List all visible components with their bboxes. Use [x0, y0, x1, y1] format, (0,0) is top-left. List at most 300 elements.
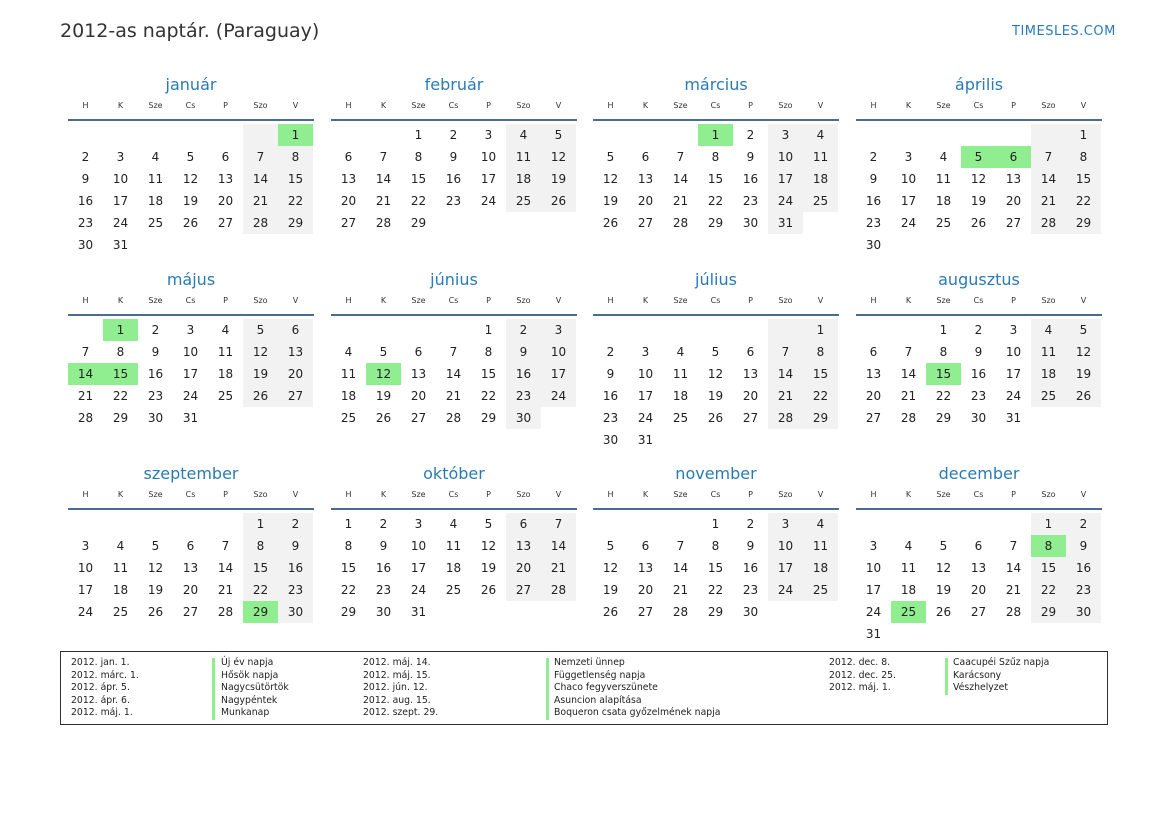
legend-date: 2012. aug. 15.	[363, 694, 431, 706]
day-cell: 9	[746, 150, 755, 164]
day-cell: 30	[602, 433, 619, 447]
day-cell: 12	[182, 172, 199, 186]
weekday-header	[856, 294, 1102, 314]
day-cell: 17	[900, 194, 917, 208]
day-cell: 16	[742, 561, 759, 575]
day-cell: 15	[410, 172, 427, 186]
legend-bar-3	[945, 658, 948, 695]
weekday-label: P	[486, 296, 491, 305]
day-cell: 25	[1031, 385, 1066, 407]
day-grid	[331, 121, 576, 234]
day-cell: 21	[375, 194, 392, 208]
day-cell: 7	[243, 146, 278, 168]
legend-holiday-name: Asuncion alapítása	[554, 694, 642, 706]
day-cell: 10	[900, 172, 917, 186]
day-cell: 26	[1066, 385, 1101, 407]
month-name: április	[954, 75, 1004, 94]
empty-cell	[1031, 124, 1066, 146]
weekday-label: Cs	[710, 101, 721, 110]
legend-holiday-name: Függetlenség napja	[554, 669, 646, 681]
holiday-day-cell: 15	[926, 363, 961, 385]
day-cell: 24	[541, 385, 576, 407]
day-cell: 28	[672, 605, 689, 619]
empty-cell	[138, 234, 173, 256]
day-cell: 4	[803, 513, 838, 535]
weekday-label: Szo	[253, 296, 268, 305]
empty-cell	[926, 623, 961, 645]
day-cell: 29	[278, 212, 313, 234]
day-cell: 20	[865, 389, 882, 403]
weekday-label: P	[748, 296, 753, 305]
empty-cell	[663, 513, 698, 535]
day-grid	[331, 510, 576, 623]
day-cell: 27	[278, 385, 313, 407]
day-grid	[593, 316, 838, 451]
day-cell: 18	[340, 389, 357, 403]
weekday-label: H	[345, 296, 352, 305]
day-cell: 8	[1066, 146, 1101, 168]
day-cell: 6	[278, 319, 313, 341]
day-cell: 28	[217, 605, 234, 619]
day-cell: 31	[112, 238, 129, 252]
month-6	[331, 269, 577, 429]
day-cell: 22	[243, 579, 278, 601]
holiday-day-cell: 25	[891, 601, 926, 623]
month-name: május	[166, 270, 216, 289]
day-cell: 1	[1031, 513, 1066, 535]
day-cell: 17	[768, 557, 803, 579]
month-name: szeptember	[143, 464, 239, 483]
day-cell: 24	[480, 194, 497, 208]
empty-cell	[961, 124, 996, 146]
day-grid	[68, 121, 313, 256]
legend-names-col-3	[953, 657, 1049, 695]
day-cell: 4	[221, 323, 230, 337]
weekday-header	[331, 99, 577, 119]
day-cell: 18	[900, 583, 917, 597]
legend-dates-col-1	[71, 657, 139, 720]
empty-cell	[243, 124, 278, 146]
day-cell: 22	[340, 583, 357, 597]
day-cell: 27	[742, 411, 759, 425]
day-cell: 23	[445, 194, 462, 208]
day-cell: 17	[1005, 367, 1022, 381]
day-cell: 4	[506, 124, 541, 146]
legend-date: 2012. máj. 15.	[363, 669, 431, 681]
day-cell: 24	[637, 411, 654, 425]
day-cell: 12	[243, 341, 278, 363]
day-cell: 31	[1005, 411, 1022, 425]
weekday-label: H	[607, 101, 614, 110]
legend-holiday-name: Chaco fegyverszünete	[554, 682, 658, 694]
day-cell: 22	[707, 583, 724, 597]
day-cell: 17	[480, 172, 497, 186]
day-cell: 1	[803, 319, 838, 341]
day-cell: 2	[81, 150, 90, 164]
weekday-label: P	[748, 490, 753, 499]
day-cell: 11	[935, 172, 952, 186]
day-cell: 5	[606, 150, 615, 164]
day-cell: 2	[1066, 513, 1101, 535]
day-cell: 9	[606, 367, 615, 381]
day-cell: 8	[484, 345, 493, 359]
day-cell: 10	[768, 146, 803, 168]
day-cell: 27	[637, 605, 654, 619]
day-cell: 13	[506, 535, 541, 557]
day-cell: 27	[340, 216, 357, 230]
empty-cell	[593, 513, 628, 535]
day-cell: 21	[900, 389, 917, 403]
day-cell: 30	[1066, 601, 1101, 623]
day-cell: 10	[768, 535, 803, 557]
weekday-header	[331, 488, 577, 508]
day-grid	[856, 121, 1101, 256]
day-cell: 16	[1066, 557, 1101, 579]
legend-holiday-name: Boqueron csata győzelmének napja	[554, 707, 721, 719]
day-cell: 10	[637, 367, 654, 381]
day-cell: 30	[742, 605, 759, 619]
legend-bar-1	[212, 658, 215, 720]
day-cell: 8	[803, 341, 838, 363]
empty-cell	[961, 513, 996, 535]
weekday-label: V	[817, 296, 824, 305]
day-cell: 4	[1031, 319, 1066, 341]
day-cell: 16	[742, 172, 759, 186]
day-cell: 13	[742, 367, 759, 381]
day-cell: 30	[147, 411, 164, 425]
day-cell: 14	[672, 172, 689, 186]
empty-cell	[1066, 234, 1101, 256]
day-grid	[856, 510, 1101, 645]
weekday-label: Szo	[516, 490, 531, 499]
day-cell: 5	[1066, 319, 1101, 341]
weekday-header	[68, 99, 314, 119]
weekday-label: Cs	[185, 296, 196, 305]
day-cell: 22	[480, 389, 497, 403]
day-cell: 1	[484, 323, 493, 337]
day-cell: 30	[375, 605, 392, 619]
weekday-label: Cs	[973, 490, 984, 499]
day-cell: 22	[935, 389, 952, 403]
day-cell: 17	[541, 363, 576, 385]
day-cell: 2	[506, 319, 541, 341]
day-cell: 9	[151, 345, 160, 359]
day-cell: 29	[803, 407, 838, 429]
day-cell: 6	[641, 150, 650, 164]
legend-date: 2012. máj. 1.	[71, 707, 133, 719]
weekday-label: H	[345, 101, 352, 110]
day-cell: 16	[375, 561, 392, 575]
day-cell: 7	[81, 345, 90, 359]
weekday-label: Sze	[936, 101, 951, 110]
day-cell: 21	[1031, 190, 1066, 212]
day-cell: 1	[344, 517, 353, 531]
empty-cell	[138, 124, 173, 146]
day-cell: 19	[375, 389, 392, 403]
weekday-label: K	[642, 490, 649, 499]
empty-cell	[593, 124, 628, 146]
day-cell: 17	[865, 583, 882, 597]
holiday-day-cell: 1	[103, 319, 138, 341]
day-cell: 13	[1005, 172, 1022, 186]
day-cell: 13	[410, 367, 427, 381]
weekday-label: V	[292, 296, 299, 305]
day-cell: 9	[974, 345, 983, 359]
day-cell: 14	[672, 561, 689, 575]
day-cell: 27	[182, 605, 199, 619]
day-cell: 10	[541, 341, 576, 363]
empty-cell	[541, 212, 576, 234]
day-cell: 16	[865, 194, 882, 208]
day-cell: 3	[869, 539, 878, 553]
day-grid	[68, 316, 313, 429]
holiday-legend	[60, 651, 1108, 725]
day-cell: 15	[243, 557, 278, 579]
day-cell: 6	[869, 345, 878, 359]
empty-cell	[803, 601, 838, 623]
holiday-day-cell: 6	[996, 146, 1031, 168]
empty-cell	[768, 429, 803, 451]
weekday-label: Cs	[448, 296, 459, 305]
empty-cell	[138, 513, 173, 535]
empty-cell	[1066, 623, 1101, 645]
day-cell: 27	[865, 411, 882, 425]
weekday-label: Sze	[148, 101, 163, 110]
day-cell: 28	[243, 212, 278, 234]
day-cell: 20	[742, 389, 759, 403]
weekday-label: Szo	[1041, 490, 1056, 499]
weekday-label: Sze	[936, 296, 951, 305]
day-cell: 6	[414, 345, 423, 359]
day-cell: 29	[707, 216, 724, 230]
day-cell: 23	[147, 389, 164, 403]
weekday-label: P	[1011, 296, 1016, 305]
empty-cell	[1066, 407, 1101, 429]
day-cell: 25	[935, 216, 952, 230]
day-cell: 18	[803, 557, 838, 579]
day-cell: 19	[480, 561, 497, 575]
empty-cell	[506, 601, 541, 623]
day-cell: 17	[637, 389, 654, 403]
day-cell: 25	[803, 190, 838, 212]
day-cell: 9	[1066, 535, 1101, 557]
day-cell: 15	[480, 367, 497, 381]
weekday-label: H	[82, 490, 89, 499]
day-cell: 27	[1005, 216, 1022, 230]
month-2	[331, 74, 577, 234]
weekday-label: V	[1080, 101, 1087, 110]
day-cell: 17	[182, 367, 199, 381]
day-cell: 25	[340, 411, 357, 425]
day-cell: 31	[768, 212, 803, 234]
day-grid	[856, 316, 1101, 429]
day-cell: 4	[904, 539, 913, 553]
empty-cell	[733, 429, 768, 451]
day-cell: 3	[904, 150, 913, 164]
day-cell: 15	[278, 168, 313, 190]
brand-link[interactable]: TIMESLES.COM	[1012, 24, 1116, 39]
day-cell: 15	[707, 561, 724, 575]
empty-cell	[663, 124, 698, 146]
legend-holiday-name: Caacupéi Szűz napja	[953, 657, 1050, 668]
empty-cell	[471, 601, 506, 623]
day-cell: 25	[672, 411, 689, 425]
weekday-header	[68, 488, 314, 508]
day-cell: 19	[1066, 363, 1101, 385]
day-cell: 1	[414, 128, 423, 142]
month-name: január	[165, 75, 217, 94]
empty-cell	[593, 319, 628, 341]
empty-cell	[541, 601, 576, 623]
weekday-label: V	[292, 101, 299, 110]
weekday-label: H	[82, 101, 89, 110]
empty-cell	[103, 513, 138, 535]
day-cell: 18	[147, 194, 164, 208]
weekday-label: P	[748, 101, 753, 110]
day-cell: 18	[1031, 363, 1066, 385]
day-cell: 18	[112, 583, 129, 597]
empty-cell	[401, 319, 436, 341]
day-grid	[331, 316, 576, 429]
weekday-header	[856, 99, 1102, 119]
weekday-label: V	[292, 490, 299, 499]
day-cell: 12	[935, 561, 952, 575]
day-cell: 29	[340, 605, 357, 619]
day-cell: 19	[970, 194, 987, 208]
day-cell: 6	[641, 539, 650, 553]
day-cell: 21	[445, 389, 462, 403]
day-cell: 13	[278, 341, 313, 363]
day-cell: 2	[606, 345, 615, 359]
empty-cell	[891, 234, 926, 256]
day-cell: 6	[221, 150, 230, 164]
day-cell: 6	[506, 513, 541, 535]
day-cell: 4	[803, 124, 838, 146]
day-cell: 20	[637, 583, 654, 597]
day-cell: 5	[186, 150, 195, 164]
empty-cell	[856, 513, 891, 535]
weekday-label: Szo	[253, 101, 268, 110]
day-cell: 19	[707, 389, 724, 403]
day-cell: 27	[410, 411, 427, 425]
day-cell: 8	[711, 150, 720, 164]
day-cell: 1	[939, 323, 948, 337]
day-cell: 20	[1005, 194, 1022, 208]
day-cell: 9	[379, 539, 388, 553]
day-cell: 29	[935, 411, 952, 425]
weekday-label: H	[82, 296, 89, 305]
day-cell: 28	[445, 411, 462, 425]
day-cell: 22	[112, 389, 129, 403]
day-cell: 11	[900, 561, 917, 575]
weekday-label: Cs	[973, 101, 984, 110]
empty-cell	[506, 212, 541, 234]
day-cell: 23	[1066, 579, 1101, 601]
day-cell: 9	[869, 172, 878, 186]
empty-cell	[103, 124, 138, 146]
day-cell: 14	[217, 561, 234, 575]
day-cell: 3	[484, 128, 493, 142]
day-cell: 1	[1066, 124, 1101, 146]
day-cell: 7	[379, 150, 388, 164]
legend-holiday-name: Nemzeti ünnep	[554, 657, 625, 668]
holiday-day-cell: 15	[103, 363, 138, 385]
day-cell: 31	[182, 411, 199, 425]
empty-cell	[628, 124, 663, 146]
empty-cell	[733, 319, 768, 341]
empty-cell	[173, 124, 208, 146]
weekday-label: V	[817, 490, 824, 499]
day-cell: 23	[278, 579, 313, 601]
day-cell: 31	[410, 605, 427, 619]
empty-cell	[891, 319, 926, 341]
day-cell: 2	[449, 128, 458, 142]
day-cell: 5	[541, 124, 576, 146]
empty-cell	[996, 513, 1031, 535]
holiday-day-cell: 5	[961, 146, 996, 168]
legend-date: 2012. jún. 12.	[363, 682, 428, 694]
day-cell: 11	[217, 345, 234, 359]
day-cell: 24	[768, 190, 803, 212]
day-cell: 26	[935, 605, 952, 619]
day-cell: 19	[602, 583, 619, 597]
empty-cell	[663, 319, 698, 341]
day-cell: 30	[742, 216, 759, 230]
day-cell: 2	[379, 517, 388, 531]
day-cell: 23	[506, 385, 541, 407]
empty-cell	[436, 601, 471, 623]
weekday-label: P	[1011, 101, 1016, 110]
day-cell: 14	[768, 363, 803, 385]
day-cell: 18	[803, 168, 838, 190]
day-cell: 25	[147, 216, 164, 230]
day-cell: 12	[480, 539, 497, 553]
day-cell: 8	[116, 345, 125, 359]
month-name: július	[695, 270, 737, 289]
day-cell: 6	[186, 539, 195, 553]
day-cell: 24	[768, 579, 803, 601]
day-cell: 7	[676, 150, 685, 164]
weekday-label: Cs	[710, 296, 721, 305]
empty-cell	[331, 319, 366, 341]
day-cell: 9	[81, 172, 90, 186]
day-cell: 13	[182, 561, 199, 575]
day-cell: 13	[637, 561, 654, 575]
empty-cell	[856, 124, 891, 146]
weekday-header	[331, 294, 577, 314]
day-cell: 3	[768, 124, 803, 146]
day-cell: 21	[217, 583, 234, 597]
empty-cell	[436, 319, 471, 341]
day-cell: 25	[803, 579, 838, 601]
day-cell: 3	[186, 323, 195, 337]
day-cell: 16	[602, 389, 619, 403]
empty-cell	[208, 407, 243, 429]
day-cell: 9	[506, 341, 541, 363]
day-cell: 20	[340, 194, 357, 208]
day-cell: 8	[243, 535, 278, 557]
day-cell: 2	[974, 323, 983, 337]
day-cell: 16	[506, 363, 541, 385]
day-cell: 3	[414, 517, 423, 531]
day-cell: 10	[77, 561, 94, 575]
day-cell: 27	[506, 579, 541, 601]
day-cell: 7	[541, 513, 576, 535]
day-cell: 26	[602, 216, 619, 230]
empty-cell	[208, 234, 243, 256]
empty-cell	[1031, 623, 1066, 645]
legend-dates-col-3	[829, 657, 896, 695]
